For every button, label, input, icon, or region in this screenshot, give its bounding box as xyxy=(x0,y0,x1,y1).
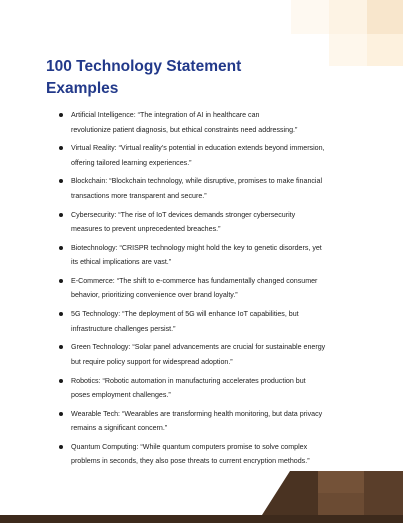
list-item xyxy=(58,307,358,336)
bullet-icon xyxy=(59,445,63,449)
item-line: remains a significant concern.” xyxy=(71,424,168,433)
item-line: 5G Technology: “The deployment of 5G will enhance IoT capabilities, but xyxy=(71,310,299,319)
bullet-icon xyxy=(59,179,63,183)
title-line-2: Examples xyxy=(46,80,119,97)
list-item xyxy=(58,407,358,436)
item-line: transactions more transparent and secure.” xyxy=(71,191,207,200)
item-line: behavior, prioritizing convenience over brand loyalty.” xyxy=(71,291,238,300)
item-line: but require policy support for widespread adoption.” xyxy=(71,357,233,366)
bullet-icon xyxy=(59,213,63,217)
list-item xyxy=(58,274,358,303)
item-line: Artificial Intelligence: “The integration of AI in healthcare can xyxy=(71,111,260,119)
item-line: Wearable Tech: “Wearables are transforming health monitoring, but data privacy xyxy=(71,409,323,418)
item-line: Robotics: “Robotic automation in manufacturing accelerates production but xyxy=(71,376,306,385)
bullet-icon xyxy=(59,246,63,250)
page-title xyxy=(46,56,346,100)
list-item xyxy=(58,174,358,203)
bullet-icon xyxy=(59,412,63,416)
bullet-icon xyxy=(59,146,63,150)
list-item xyxy=(58,141,358,170)
list-item xyxy=(58,208,358,237)
list-item xyxy=(58,108,358,137)
bullet-icon xyxy=(59,279,63,283)
title-line-1: 100 Technology Statement xyxy=(46,58,242,75)
item-line: problems in seconds, they also pose threats to current encryption methods.” xyxy=(71,457,310,466)
item-line: its ethical implications are vast.” xyxy=(71,258,172,267)
bullet-icon xyxy=(59,312,63,316)
item-line: Virtual Reality: “Virtual reality’s potential in education extends beyond immersion, xyxy=(71,144,325,153)
list-item xyxy=(58,374,358,403)
bullet-icon xyxy=(59,345,63,349)
item-line: offering tailored learning experiences.” xyxy=(71,158,192,167)
item-line: Cybersecurity: “The rise of IoT devices demands stronger cybersecurity xyxy=(71,210,296,219)
item-line: infrastructure challenges persist.” xyxy=(71,324,176,333)
bullet-icon xyxy=(59,379,63,383)
item-line: E-Commerce: “The shift to e-commerce has fundamentally changed consumer xyxy=(71,276,318,285)
decorative-bottom-band xyxy=(0,463,403,523)
item-line: Biotechnology: “CRISPR technology might hold the key to genetic disorders, yet xyxy=(71,243,322,252)
item-line: Blockchain: “Blockchain technology, while disruptive, promises to make financial xyxy=(71,177,323,186)
item-line: Green Technology: “Solar panel advancements are crucial for sustainable energy xyxy=(71,343,326,352)
list-item xyxy=(58,340,358,369)
item-line: revolutionize patient diagnosis, but ethical constraints need addressing.” xyxy=(71,125,298,134)
list-item xyxy=(58,241,358,270)
item-line: poses employment challenges.” xyxy=(71,391,171,399)
item-line: Quantum Computing: “While quantum computers promise to solve complex xyxy=(71,442,308,451)
statement-list xyxy=(58,108,358,473)
item-line: measures to prevent unprecedented breaches.” xyxy=(71,225,221,234)
bullet-icon xyxy=(59,113,63,117)
